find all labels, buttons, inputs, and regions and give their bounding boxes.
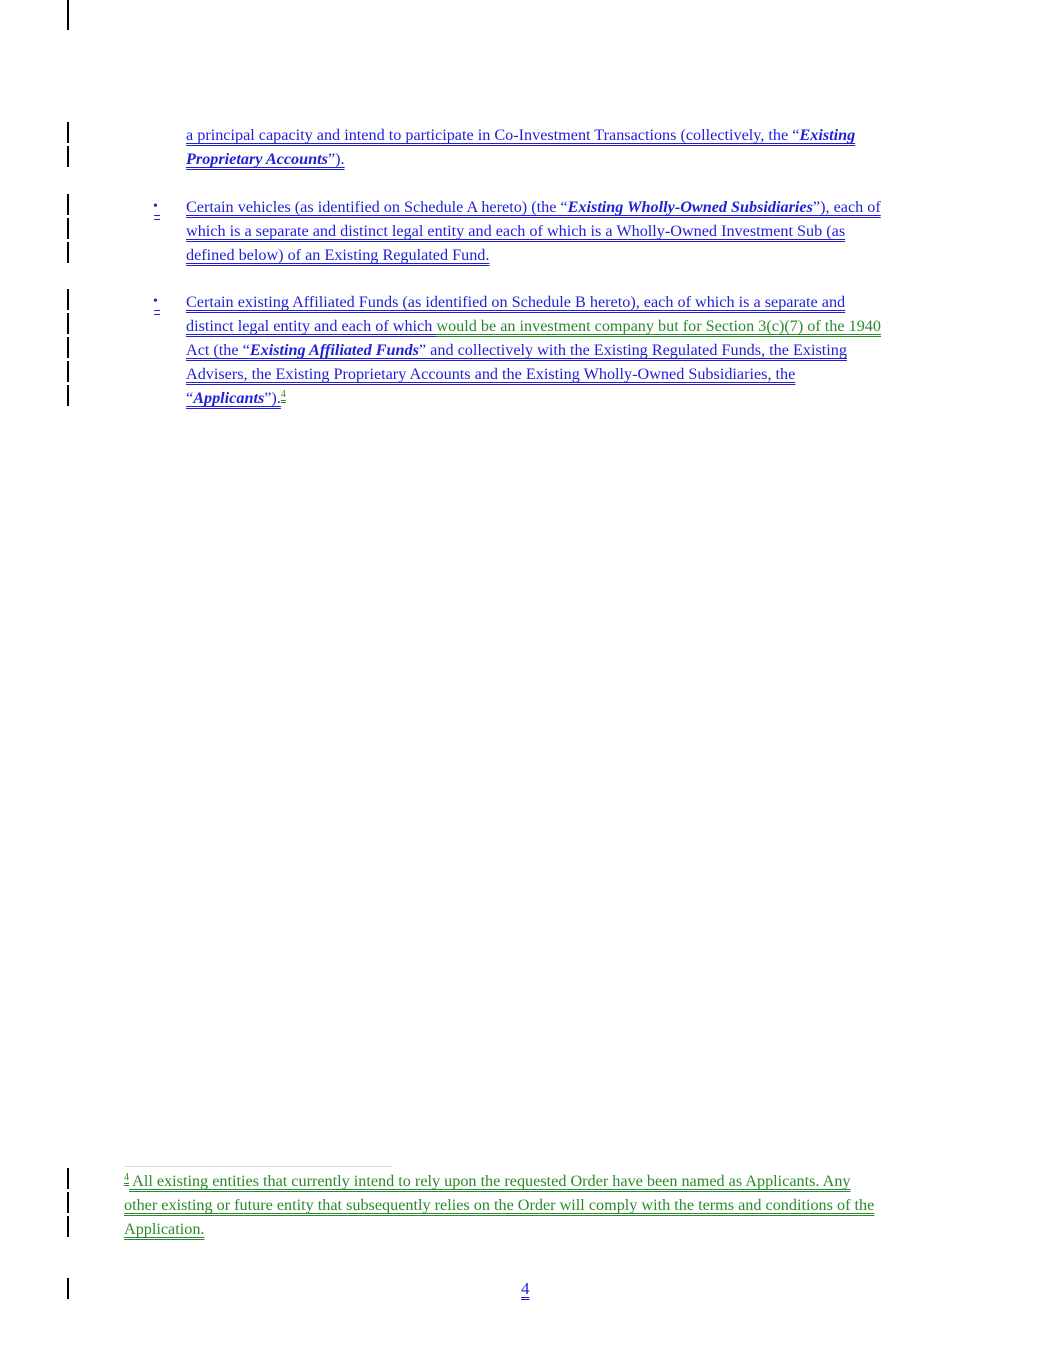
text-run: distinct legal entity and each of which [186,317,437,335]
footnote [124,1169,874,1241]
page-number: 4 [521,1279,530,1298]
footnote-marker: 4 [124,1172,129,1183]
change-bar [67,1278,69,1299]
bullet-icon: • [153,199,158,214]
text-run: ”). [327,150,345,168]
defined-term: Existing Affiliated Funds [249,341,419,359]
change-bar [67,337,69,358]
paragraph-affiliated-funds [186,290,881,410]
change-bar [67,122,69,143]
text-run: “ [186,389,194,407]
change-bar [67,361,69,382]
text-run: Advisers, the Existing Proprietary Accounts and the Existing Wholly-Owned Subsidiaries, the [186,365,796,383]
text-run: Certain existing Affiliated Funds (as identified on Schedule B hereto), each of which is a separate and [186,293,846,311]
text-run: Certain vehicles (as identified on Schedule A hereto) (the “ [186,198,568,216]
change-bar [67,385,69,406]
defined-term: Proprietary Accounts [186,150,328,168]
change-bar [67,194,69,215]
text-run: Act (the “ [186,341,250,359]
defined-term: Existing Wholly-Owned Subsidiaries [567,198,813,216]
change-bar [67,0,69,30]
change-bar [67,1192,69,1213]
text-run: a principal capacity and intend to participate in Co-Investment Transactions (collectively, the “ [186,126,800,144]
text-run-green: would be an investment company but for Section 3(c)(7) of the 1940 [436,317,881,335]
defined-term: Existing [799,126,856,144]
footnote-text: All existing entities that currently intend to rely upon the requested Order have been named as Applicants. Any [129,1172,851,1190]
bullet-icon: • [153,294,158,309]
text-run: ” and collectively with the Existing Regulated Funds, the Existing [418,341,847,359]
change-bar [67,218,69,239]
footnote-separator [124,1166,392,1167]
change-bar [67,242,69,263]
footnote-reference[interactable]: 4 [280,389,286,400]
text-run: defined below) of an Existing Regulated Fund. [186,246,490,264]
change-bar [67,1216,69,1237]
paragraph-wholly-owned-subsidiaries [186,195,881,267]
text-run: ”). [264,389,281,407]
text-run: which is a separate and distinct legal entity and each of which is a Wholly-Owned Investment Sub (as [186,222,846,240]
change-bar [67,146,69,167]
text-run: ”), each of [812,198,881,216]
footnote-text: other existing or future entity that subsequently relies on the Order will comply with the terms and conditions of the [124,1196,875,1214]
change-bar [67,289,69,310]
paragraph-proprietary-accounts [186,123,855,171]
bullet-underline [154,310,160,315]
bullet-underline [154,215,160,220]
change-bar [67,1168,69,1189]
footnote-text: Application. [124,1220,205,1238]
defined-term: Applicants [193,389,265,407]
change-bar [67,313,69,334]
